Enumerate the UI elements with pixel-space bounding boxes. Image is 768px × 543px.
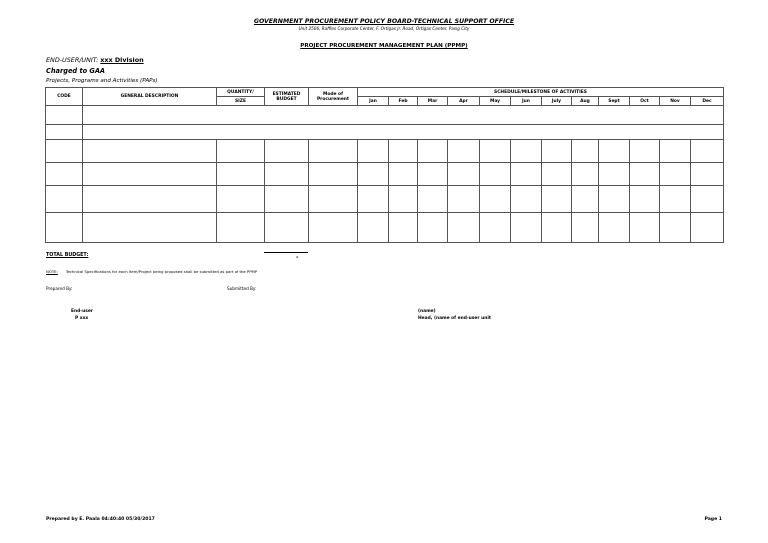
note — [46, 269, 265, 274]
header-code: CODE — [46, 88, 83, 106]
table-row — [46, 140, 724, 163]
organization-address: Unit 2506, Raffles Corporate Center, F. Ortigas Jr. Road, Ortigas Center, Pasig City — [298, 26, 470, 31]
header-estimated-budget — [265, 88, 309, 106]
table-cell — [83, 106, 724, 125]
organization-title: GOVERNMENT PROCUREMENT POLICY BOARD-TECHNICAL SUPPORT OFFICE — [253, 18, 515, 25]
table-cell — [46, 106, 83, 125]
footer-prepared: Prepared by E. Paala 04:40:40 05/30/2017 — [46, 517, 155, 522]
total-budget-label: TOTAL BUDGET: — [46, 253, 89, 258]
header-mode-of: Mode of — [323, 91, 343, 97]
header-general-description: GENERAL DESCRIPTION — [83, 88, 217, 106]
document-title: PROJECT PROCUREMENT MANAGEMENT PLAN (PPMP) — [300, 43, 468, 49]
header-budget: BUDGET — [276, 96, 297, 102]
end-user-signatory: End-user — [71, 309, 93, 314]
month-jan: Jan — [358, 97, 389, 106]
end-user-name: P xxx — [75, 316, 89, 321]
month-dec: Dec — [691, 97, 724, 106]
total-budget-value: - — [296, 254, 299, 261]
end-user-line — [46, 56, 144, 64]
charged-to: Charged to GAA — [46, 67, 106, 75]
header-schedule: SCHEDULE/MILESTONE OF ACTIVITIES — [358, 88, 724, 97]
table-row — [46, 125, 724, 140]
month-aug: Aug — [572, 97, 599, 106]
total-budget-line — [264, 252, 308, 253]
page-number: Page 1 — [704, 517, 722, 522]
prepared-by-label: Prepared By: — [46, 286, 73, 291]
table-row — [46, 106, 724, 125]
note-label: NOTE: — [46, 269, 58, 274]
ppmp-table — [45, 87, 724, 243]
table-row — [46, 186, 724, 213]
table-cell — [83, 125, 724, 140]
header-quantity: QUANTITY/ — [217, 88, 265, 97]
header-mode-of-procurement — [309, 88, 358, 106]
month-nov: Nov — [660, 97, 691, 106]
header-size: SIZE — [217, 97, 265, 106]
head-name-placeholder: (name) — [418, 309, 436, 314]
note-text: Technical Specifications for each Item/Project being proposed shall be submitted as part of the PPMP — [65, 269, 258, 274]
end-user-label: END-USER/UNIT: — [46, 56, 99, 64]
month-oct: Oct — [630, 97, 660, 106]
month-apr: Apr — [448, 97, 480, 106]
table-cell — [46, 125, 83, 140]
submitted-by-label: Submitted By: — [227, 286, 257, 291]
header-procurement: Procurement — [316, 96, 350, 102]
month-jun: Jun — [511, 97, 542, 106]
header-estimated: ESTIMATED — [272, 91, 301, 97]
month-sept: Sept — [599, 97, 630, 106]
month-mar: Mar — [418, 97, 448, 106]
paps-label: Projects, Programs and Activities (PAPs) — [46, 78, 158, 84]
month-july: July — [542, 97, 572, 106]
head-label: Head, (name of end-user unit — [418, 316, 491, 321]
month-may: May — [480, 97, 511, 106]
table-row — [46, 213, 724, 243]
table-row — [46, 163, 724, 186]
month-feb: Feb — [389, 97, 418, 106]
end-user-value: xxx Division — [100, 56, 144, 64]
